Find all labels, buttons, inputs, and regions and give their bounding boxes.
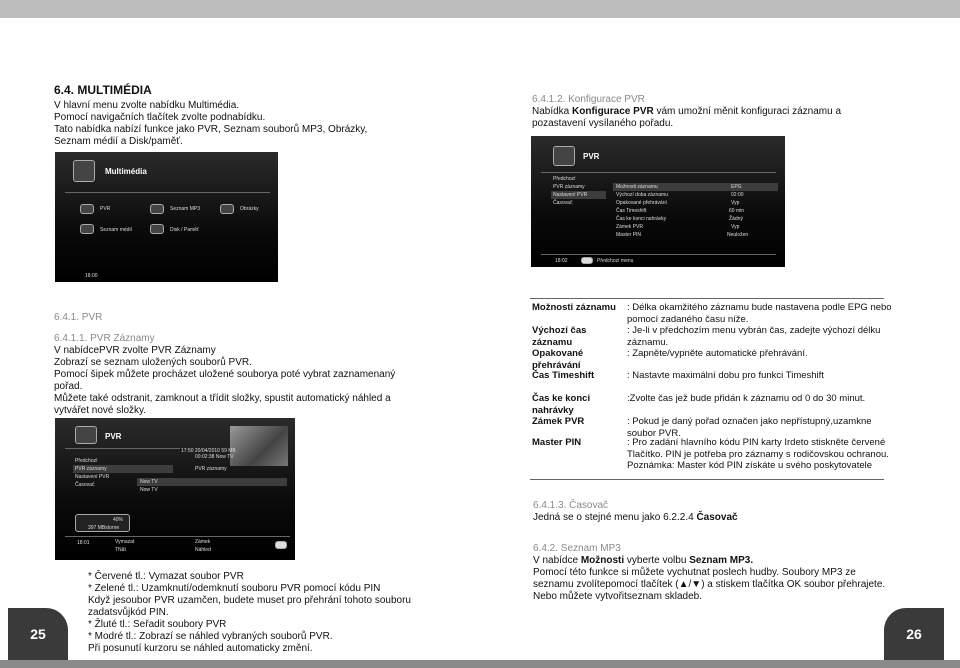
option-label[interactable]: Možnosti záznamu <box>616 184 658 190</box>
media-list-icon <box>80 224 94 234</box>
table-row <box>532 325 887 349</box>
pvr-config-screen <box>531 136 785 267</box>
text-run: vyberte volbu <box>624 555 690 566</box>
menu-item[interactable]: PVR záznamy <box>553 184 585 190</box>
table-value: : Je-li v předchozím menu vybrán čas, zadejte výchozí délku záznamu. <box>627 325 881 348</box>
divider <box>65 192 270 193</box>
option-label[interactable]: Čas ke konci nahrávky <box>616 216 667 222</box>
subsection-title: 6.4.1.1. PVR Záznamy <box>54 333 155 344</box>
datetime-text: 17:50 20/04/2010 59 MB <box>181 448 236 454</box>
body-line <box>533 555 753 567</box>
file-highlight <box>137 478 287 486</box>
option-label[interactable]: Zámek PVR <box>616 224 643 230</box>
clock-text: 18:02 <box>555 258 568 264</box>
table-key: Možnosti záznamu <box>532 302 616 313</box>
intro-line: Tato nabídka nabízí funkce jako PVR, Seznam souborů MP3, Obrázky, <box>54 124 368 135</box>
screen-header: PVR <box>105 432 122 441</box>
note-line: * Zelené tl.: Uzamknutí/odemknutí souboru PVR pomocí kódu PIN <box>88 583 381 594</box>
duration-text: 00:02:38 Now TV <box>195 454 234 460</box>
table-value: : Pro zadání hlavního kódu PIN karty Irdeto stiskněte červené Tlačítko. PIN je potřeba pro záznamy s rodičovskou ochranou. Poznámka: Master kód PIN získáte u svého poskytovatele <box>627 437 889 471</box>
table-key: Master PIN <box>532 437 582 448</box>
table-row <box>532 370 887 394</box>
subsection-title: 6.4.1.2. Konfigurace PVR <box>532 94 645 105</box>
menu-item[interactable]: Časovač <box>553 200 573 206</box>
text-run: Jedná se o stejné menu jako 6.2.2.4 <box>533 512 694 523</box>
note-line: * Žluté tl.: Seřadit soubory PVR <box>88 619 227 630</box>
text-run: Nabídka <box>532 106 570 117</box>
option-value: Neuložen <box>727 232 749 238</box>
table-value: : Nastavte maximální dobu pro funkci Timeshift <box>627 370 824 381</box>
body-line: pořad. <box>54 381 83 392</box>
table-top-rule <box>530 298 884 299</box>
menu-item[interactable]: Časovač <box>75 482 95 488</box>
body-line <box>533 512 738 524</box>
divider <box>65 448 180 449</box>
pvr-icon <box>80 204 94 214</box>
body-line: seznamu zvolítepomocí tlačítek (▲/▼) a stiskem tlačítka OK soubor přehrajete. <box>533 579 886 590</box>
disc-icon <box>73 160 95 182</box>
disk-percent: 40% <box>113 517 124 523</box>
menu-item[interactable]: Nastavení PVR <box>553 192 588 198</box>
option-label[interactable]: Opakované přehrávání <box>616 200 667 206</box>
menu-item-mp3[interactable]: Seznam MP3 <box>170 206 201 212</box>
file-item[interactable]: Now TV <box>140 487 158 493</box>
disk-icon <box>150 224 164 234</box>
screen-header: Multimédia <box>105 167 147 176</box>
bottom-bar <box>0 660 960 668</box>
text-run: Časovač <box>693 512 738 523</box>
menu-item-pvr[interactable]: PVR <box>100 206 111 212</box>
body-line: Pomocí této funkce si můžete vychutnat poslech hudby. Soubory MP3 ze <box>533 567 856 578</box>
table-key: Výchozí čas záznamu <box>532 325 587 348</box>
table-key: Opakované přehrávání <box>532 348 584 371</box>
exit-icon <box>275 541 287 549</box>
option-value: Vyp <box>731 200 740 206</box>
section-title: 6.4. MULTIMÉDIA <box>54 83 152 97</box>
table-row <box>532 302 892 326</box>
note-line: Při posunutí kurzoru se náhled automaticky změní. <box>88 643 313 654</box>
body-line: Můžete také odstranit, zamknout a třídit složky, spustit automatický náhled a <box>54 393 391 404</box>
table-row <box>532 437 887 473</box>
body-line: V nabídcePVR zvolte PVR Záznamy <box>54 345 216 356</box>
footer-hint: Předchozí menu <box>597 258 634 264</box>
note-line: * Modré tl.: Zobrazí se náhled vybraných souborů PVR. <box>88 631 333 642</box>
table-key: Zámek PVR <box>532 416 585 427</box>
menu-item[interactable]: PVR záznamy <box>75 466 107 472</box>
table-row <box>532 393 887 417</box>
text-run: Možnosti <box>580 555 625 566</box>
option-value: 02:00 <box>731 192 744 198</box>
table-bottom-rule <box>530 479 884 480</box>
table-key: Čas Timeshift <box>532 370 595 381</box>
subsection-title: 6.4.1. PVR <box>54 312 103 323</box>
option-value: EPG <box>731 184 742 190</box>
top-bar <box>0 0 960 18</box>
body-line <box>532 106 841 118</box>
text-run: Konfigurace PVR <box>569 106 654 117</box>
divider <box>65 536 290 537</box>
note-line: * Červené tl.: Vymazat soubor PVR <box>88 571 244 582</box>
text-run: vám umožní měnit konfiguraci záznamu a <box>653 106 842 117</box>
menu-item-pictures[interactable]: Obrázky <box>240 206 259 212</box>
column-label: PVR záznamy <box>195 466 227 472</box>
option-value: 60 min <box>729 208 745 214</box>
disc-icon <box>553 146 575 166</box>
divider <box>541 254 776 255</box>
table-value: :Zvolte čas jež bude přidán k záznamu od 0 do 30 minut. <box>627 393 866 404</box>
option-label[interactable]: Master PIN <box>616 232 642 238</box>
body-line: Zobrazí se seznam uložených souborů PVR. <box>54 357 252 368</box>
camera-icon <box>220 204 234 214</box>
option-value: Žádný <box>729 216 743 222</box>
intro-line: V hlavní menu zvolte nabídku Multimédia. <box>54 100 240 111</box>
page-number-left: 25 <box>8 608 68 660</box>
yellow-key-label: TNăt <box>115 547 126 553</box>
menu-item-media-list[interactable]: Seznam médií <box>100 227 132 233</box>
intro-line: Seznam médií a Disk/paměť. <box>54 136 183 147</box>
video-preview <box>230 426 288 466</box>
page-number-right: 26 <box>884 608 944 660</box>
subsection-title: 6.4.2. Seznam MP3 <box>533 543 621 554</box>
multimedia-screen <box>55 152 278 282</box>
screen-header: PVR <box>583 152 600 161</box>
body-line: Nebo můžete vytvořitseznam skladeb. <box>533 591 702 602</box>
menu-item-disk[interactable]: Disk / Paměť <box>170 227 199 233</box>
option-label[interactable]: Čas Timeshift <box>616 208 647 214</box>
menu-item[interactable]: Předchozí <box>553 176 576 182</box>
disk-free: 397 MBstorne <box>88 525 120 531</box>
clock-text: 18:00 <box>85 273 98 279</box>
note-line: Když jesoubor PVR uzamčen, budete muset pro přehrání tohoto souboru <box>88 595 411 606</box>
pvr-records-screen <box>55 418 295 560</box>
table-value: : Pokud je daný pořad označen jako nepřístupný,uzamkne soubor PVR. <box>627 416 872 439</box>
menu-item[interactable]: Předchozí <box>75 458 98 464</box>
subsection-title: 6.4.1.3. Časovač <box>533 500 609 511</box>
table-key: Čas ke konci nahrávky <box>532 393 591 416</box>
table-row <box>532 348 887 372</box>
menu-key-icon <box>581 257 593 264</box>
table-value: : Délka okamžitého záznamu bude nastavena podle EPG nebo pomocí zadaného času níže. <box>627 302 892 325</box>
body-line: Pomocí šipek můžete procházet uložené souborya poté vybrat zaznamenaný <box>54 369 396 380</box>
text-run: V nabídce <box>533 555 581 566</box>
clock-text: 18:01 <box>77 540 90 546</box>
mp3-icon <box>150 204 164 214</box>
divider <box>541 172 776 173</box>
body-line: pozastavení vysílaného pořadu. <box>532 118 674 129</box>
note-line: zadatsvůjkód PIN. <box>88 607 169 618</box>
option-value: Vyp <box>731 224 740 230</box>
menu-item[interactable]: Nastavení PVR <box>75 474 110 480</box>
red-key-label: Vymazat <box>115 539 135 545</box>
file-item[interactable]: Now TV <box>140 479 158 485</box>
disc-icon <box>75 426 97 444</box>
blue-key-label: Náhled <box>195 547 211 553</box>
text-run: Seznam MP3. <box>689 555 754 566</box>
intro-line: Pomocí navigačních tlačítek zvolte podnabídku. <box>54 112 266 123</box>
option-label[interactable]: Výchozí doba záznamu <box>616 192 668 198</box>
body-line: vytvářet nové složky. <box>54 405 147 416</box>
table-value: : Zapněte/vypněte automatické přehrávání. <box>627 348 808 359</box>
green-key-label: Zámek <box>195 539 211 545</box>
